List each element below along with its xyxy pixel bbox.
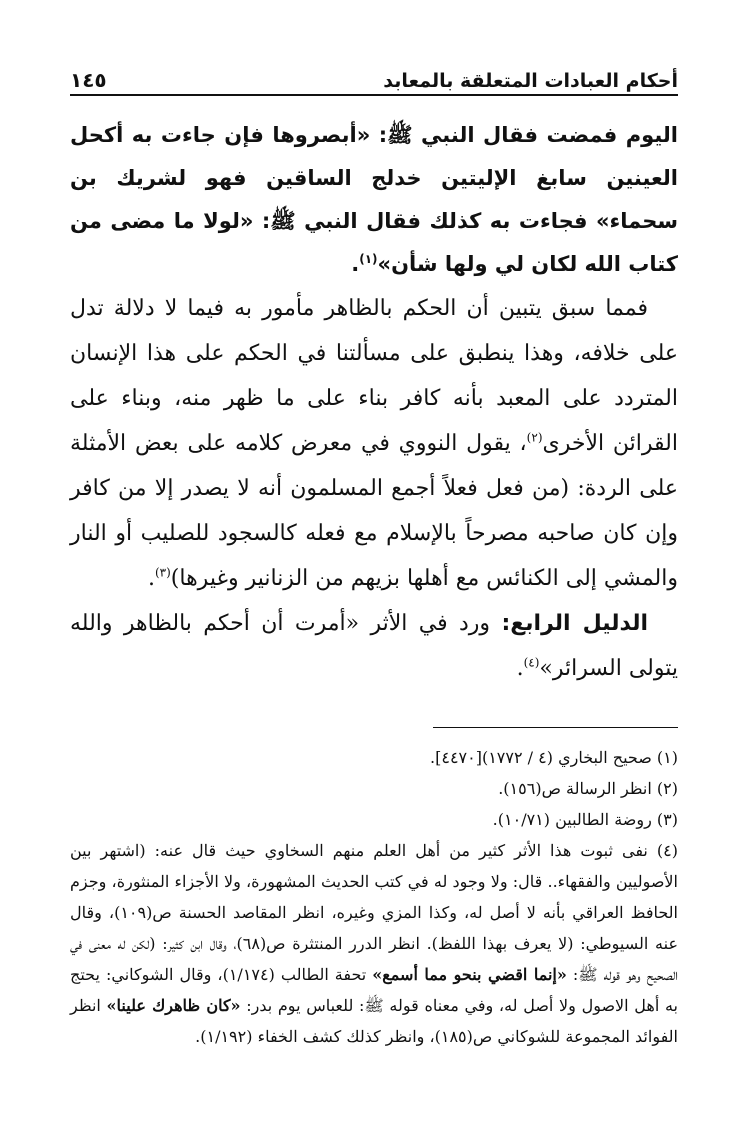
footnote-divider <box>433 727 678 728</box>
footnote-ref-2: (٢) <box>526 430 543 445</box>
footnote-4-quote-2: «كان ظاهرك علينا» <box>106 996 241 1015</box>
paragraph-ruling <box>70 286 678 601</box>
ruling-text-a: فمما سبق يتبين أن الحكم بالظاهر مأمور به فيما لا دلالة تدل على خلافه، وهذا ينطبق على مسألتنا في الحكم على هذا الإنسان المتردد على المعبد بأنه كافر بناء على ما ظهر منه، وبناء على القرائن الأخرى <box>70 296 678 456</box>
footnote-4-text-b: تحفة الطالب (١/١٧٤)، وقال الشوكاني: يحتج به أهل الاصول ولا أصل له، وفي معناه قوله ﷺ: للعباس يوم بدر: <box>70 965 679 1015</box>
evidence-text: ورد في الأثر «أمرت أن أحكم بالظاهر والله يتولى السرائر» <box>70 611 678 681</box>
paragraph-hadith <box>70 114 678 286</box>
footnote-ref-3: (٣) <box>154 565 171 580</box>
punctuation: . <box>516 656 524 681</box>
footnote-4-text-a: (٤) نفى ثبوت هذا الأثر كثير من أهل العلم منهم السخاوي حيث قال عنه: (اشتهر بين الأصوليين والفقهاء.. قال: ولا وجود له في كتب الحديث المشهورة، ولا الأجزاء المنثورة، وجزم الحافظ العراقي بأنه لا أصل له، وكذا المزي وغيره، انظر المقاصد الحسنة ص(١٠٩)، وقال عنه السيوطي: (لا يعرف بهذا اللفظ). انظر الدرر المنتثرة ص(٦٨)، وقال ابن كثير: (لكن له معنى في الصحيح وهو قوله ﷺ: <box>70 841 679 984</box>
evidence-label: الدليل الرابع: <box>501 611 648 636</box>
running-title: أحكام العبادات المتعلقة بالمعابد <box>383 70 678 92</box>
paragraph-fourth-evidence <box>70 601 678 691</box>
footnote-4 <box>70 835 678 1052</box>
page-header <box>70 58 678 96</box>
footnotes <box>70 742 678 1052</box>
ruling-text-b: ، يقول النووي في معرض كلامه على بعض الأمثلة على الردة: (من فعل فعلاً أجمع المسلمون أنه لا يصدر إلا من كافر وإن كان صاحبه مصرحاً بالإسلام مع فعله كالسجود للصليب أو النار والمشي إلى الكنائس مع أهلها بزيهم من الزنانير وغيرها) <box>70 431 678 591</box>
punctuation: . <box>351 252 360 276</box>
book-page <box>70 58 678 1052</box>
footnote-ref-1: (١) <box>359 252 378 266</box>
footnote-1: (١) صحيح البخاري (٤ / ١٧٧٢)[٤٤٧٠]. <box>430 748 678 767</box>
page-number: ١٤٥ <box>70 68 107 92</box>
footnote-2: (٢) انظر الرسالة ص(١٥٦). <box>498 779 678 798</box>
footnote-3: (٣) روضة الطالبين (١٠/٧١). <box>492 810 678 829</box>
footnote-ref-4: (٤) <box>523 655 540 670</box>
footnote-4-quote-1: «إنما اقضي بنحو مما أسمع» <box>372 965 567 984</box>
footnote-4-text-c: انظر الفوائد المجموعة للشوكاني ص(١٨٥)، وانظر كذلك كشف الخفاء (١/١٩٢). <box>70 996 678 1046</box>
punctuation: . <box>147 566 155 591</box>
main-text <box>70 114 678 691</box>
hadith-text: اليوم فمضت فقال النبي ﷺ: «أبصروها فإن جاءت به أكحل العينين سابغ الإليتين خدلج الساقين فهو لشريك بن سحماء» فجاءت به كذلك فقال النبي ﷺ: «لولا ما مضى من كتاب الله لكان لي ولها شأن» <box>70 123 678 276</box>
